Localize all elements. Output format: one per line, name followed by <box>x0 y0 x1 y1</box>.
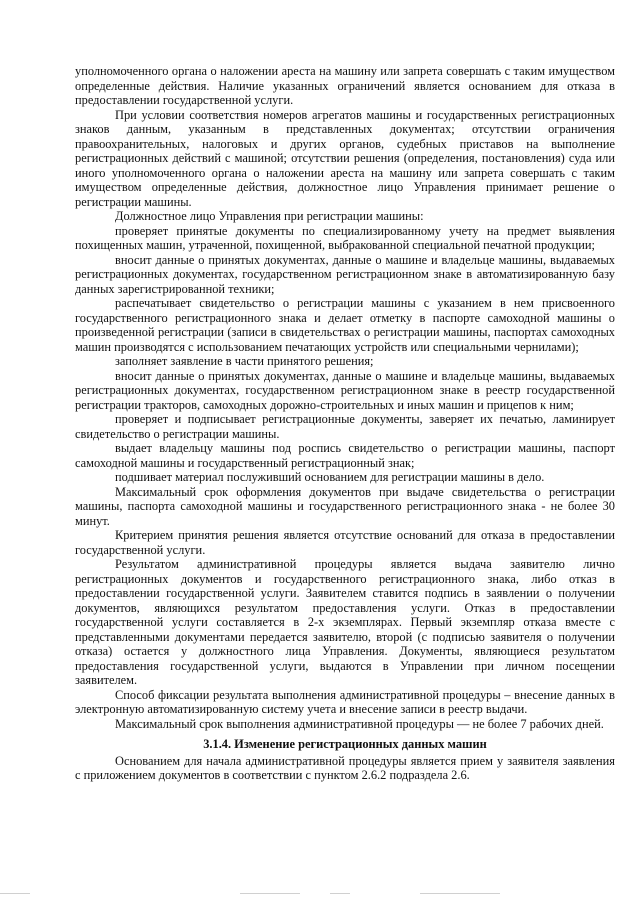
paragraph-max-procedure-time: Максимальный срок выполнения административной процедуры — не более 7 рабочих дней. <box>115 716 604 731</box>
paragraph-fills-application: заполняет заявление в части принятого решения; <box>115 354 374 368</box>
paragraph-continuation: уполномоченного органа о наложении ареста на машину или запрета совершать с таким имуществом определенные действия. Наличие указанных ограничений является основанием для отказа в предоставлении государственной услуги. <box>75 64 615 107</box>
paragraph-registration-conditions: При условии соответствия номеров агрегатов машины и государственных регистрационных знаков данным, указанным в представленных документах; отсутствии ограничения правоохранительных, налоговых и других органов, судебных приставов на выполнение регистрационных действий с машиной; отсутствии решения (определения, постановления) суда или иного уполномоченного органа о наложении ареста на машину или запрета совершать с таким имуществом определенные действия, должностное лицо Управления принимает решение о регистрации машины. <box>75 107 615 209</box>
paragraph-issues-certificate: выдает владельцу машины под роспись свидетельство о регистрации машины, паспорт самоходной машины и государственный регистрационный знак; <box>75 441 615 470</box>
paragraph-enters-database: вносит данные о принятых документах, данные о машине и владельце машины, выдаваемых регистрационных документах, государственном регистрационном знаке в автоматизированную базу данных зарегистрированной техники; <box>75 252 615 296</box>
paragraph-max-processing-time: Максимальный срок оформления документов при выдаче свидетельства о регистрации машины, паспорта самоходной машины и государственного регистрационного знака - не более 30 минут. <box>75 484 615 528</box>
paragraph-decision-criterion: Критерием принятия решения является отсутствие оснований для отказа в предоставлении государственной услуги. <box>75 528 615 557</box>
paragraph-files-material: подшивает материал послуживший основанием для регистрации машины в дело. <box>115 470 545 484</box>
paragraph-procedure-result: Результатом административной процедуры является выдача заявителю лично регистрационных документов и государственного регистрационного знака, либо отказ в предоставлении государственной услуги. Заявителем ставится подпись в заявлении о получении документов, являющихся результатом предоставления услуги. Отказ в предоставлении государственной услуги составляется в 2-х экземплярах. Первый экземпляр отказа вместе с представленными документами передается заявителю, второй (с подписью заявителя о получении отказа) остается у должностного лица Управления. Документы, являющиеся результатом предоставления государственной услуги, выдаются в Управлении при личном посещении заявителем. <box>75 557 615 687</box>
paragraph-signs-documents: проверяет и подписывает регистрационные документы, заверяет их печатью, ламинирует свидетельство о регистрации машины. <box>75 412 615 441</box>
paragraph-enters-registry: вносит данные о принятых документах, данные о машине и владельце машины, выдаваемых регистрационных документах, государственном регистрационном знаке в реестр государственной регистрации тракторов, самоходных дорожно-строительных и иных машин и прицепов к ним; <box>75 368 615 412</box>
document-page <box>75 64 615 783</box>
paragraph-checks-documents: проверяет принятые документы по специализированному учету на предмет выявления похищенных машин, утраченной, похищенной, выбракованной специальной печатной продукции; <box>75 223 615 252</box>
paragraph-prints-certificate: распечатывает свидетельство о регистрации машины с указанием в нем присвоенного государственного регистрационного знака и делает отметку в паспорте самоходной машины о произведенной регистрации (записи в свидетельствах о регистрации машины, паспортах самоходных машин производятся с использованием печатающих устройств или специальными чернилами); <box>75 296 615 354</box>
section-heading: 3.1.4. Изменение регистрационных данных машин <box>203 737 487 751</box>
scan-footer-artifact <box>0 891 640 897</box>
paragraph-procedure-basis: Основанием для начала административной процедуры является прием у заявителя заявления с приложением документов в соответствии с пунктом 2.6.2 подраздела 2.6. <box>75 753 615 782</box>
paragraph-result-recording: Способ фиксации результата выполнения административной процедуры – внесение данных в электронную автоматизированную систему учета и внесение записи в реестр выдачи. <box>75 687 615 716</box>
paragraph-official-actions-intro: Должностное лицо Управления при регистрации машины: <box>115 209 424 223</box>
